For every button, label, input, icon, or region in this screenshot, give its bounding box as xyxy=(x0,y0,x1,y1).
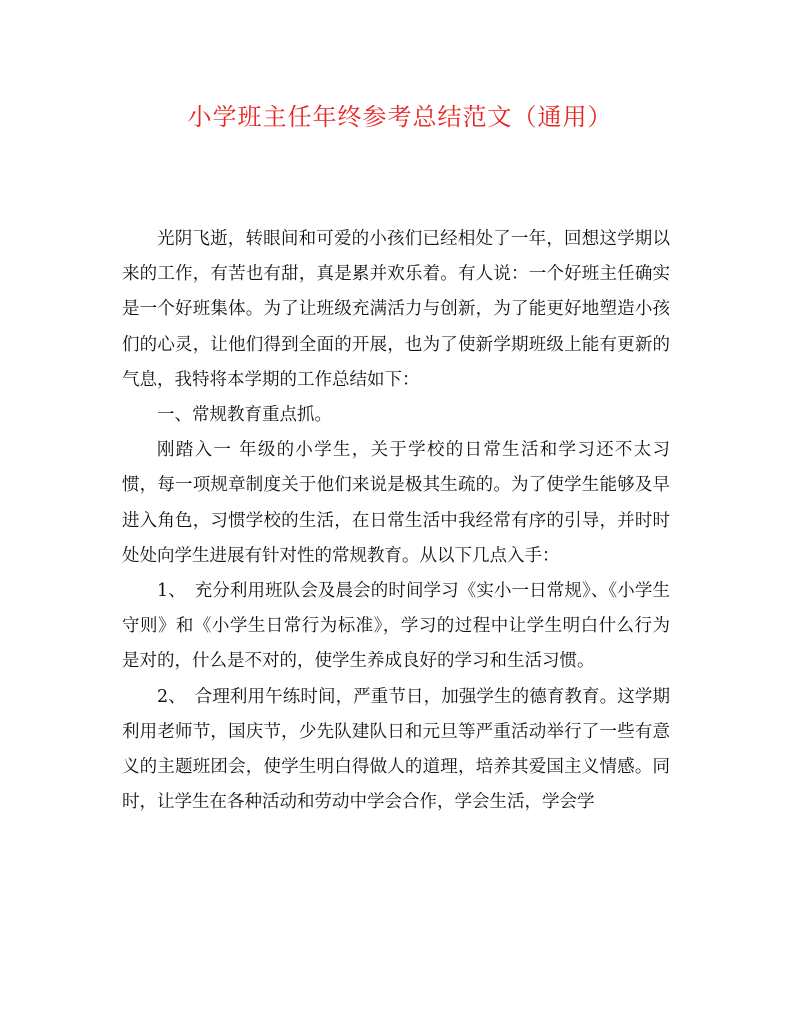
list-item-1: 1、 充分利用班队会及晨会的时间学习《实小一日常规》、《小学生守则》和《小学生日常行为标准》，学习的过程中让学生明白什么行为是对的，什么是不对的，使学生养成良好的学习和生活习惯。 xyxy=(122,581,670,672)
paragraph-routine-education: 刚踏入一 年级的小学生，关于学校的日常生活和学习还不太习惯，每一项规章制度关于他们来说是极其生疏的。为了使学生能够及早进入角色，习惯学校的生活，在日常生活中我经常有序的引导，并时时处处向学生进展有针对性的常规教育。从以下几点入手： xyxy=(122,440,670,566)
paragraph-intro: 光阴飞逝，转眼间和可爱的小孩们已经相处了一年，回想这学期以来的工作，有苦也有甜，真是累并欢乐着。有人说：一个好班主任确实是一个好班集体。为了让班级充满活力与创新，为了能更好地塑造小孩们的心灵，让他们得到全面的开展，也为了使新学期班级上能有更新的气息，我特将本学期的工作总结如下： xyxy=(122,229,670,390)
list-item-2: 2、 合理利用午练时间，严重节日，加强学生的德育教育。这学期利用老师节，国庆节，少先队建队日和元旦等严重活动举行了一些有意义的主题班团会，使学生明白得做人的道理，培养其爱国主义情感。同时，让学生在各种活动和劳动中学会合作，学会生活，学会学 xyxy=(122,686,670,813)
document-title: 小学班主任年终参考总结范文（通用） xyxy=(187,103,613,131)
document-body xyxy=(122,222,670,820)
section-heading-routine-education: 一、常规教育重点抓。 xyxy=(157,405,332,426)
